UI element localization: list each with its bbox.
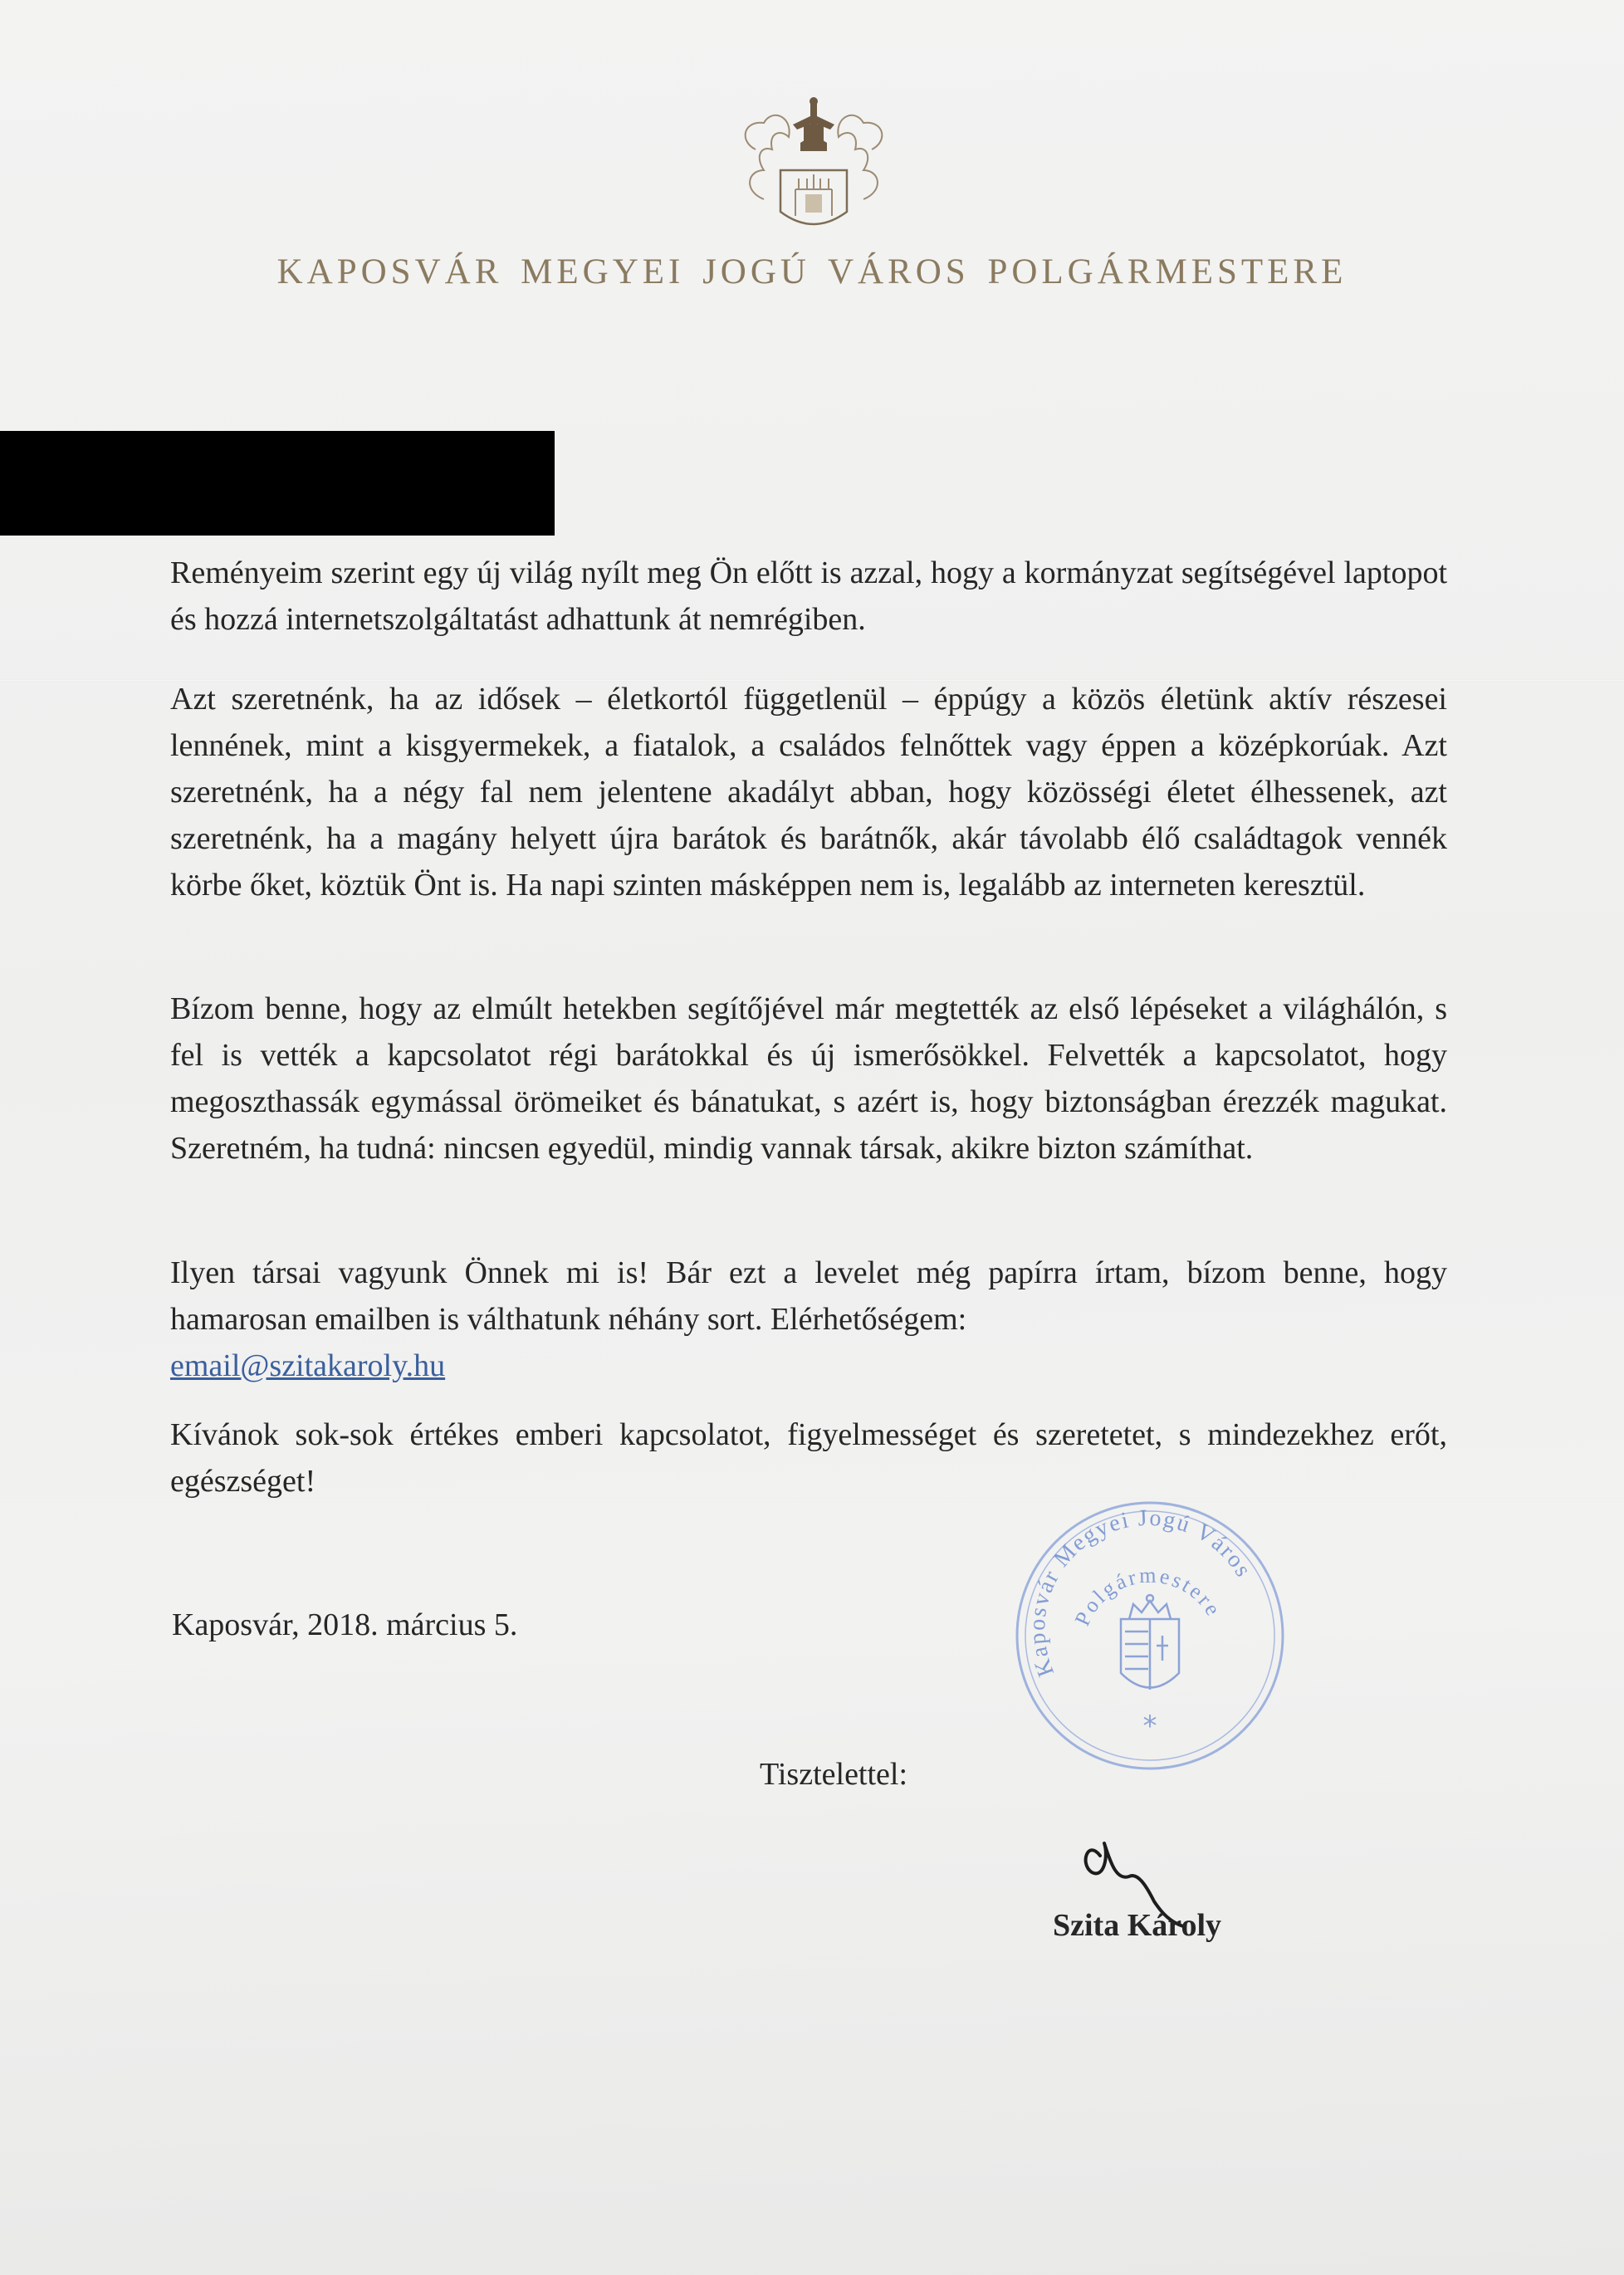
paragraph-1: Reményeim szerint egy új világ nyílt meg Ön előtt is azzal, hogy a kormányzat segítségével laptopot és hozzá internetszolgáltatást adhattunk át nemrégiben. xyxy=(170,555,1447,637)
paragraph-closing: Kívánok sok-sok értékes emberi kapcsolatot, figyelmességet és szeretetet, s mindezekhez erőt, egészséget! xyxy=(170,1417,1447,1499)
paragraph-contact xyxy=(170,1250,1447,1389)
paragraph-2: Azt szeretnénk, ha az idősek – életkortól függetlenül – éppúgy a közös életünk aktív részesei lennének, mint a kisgyermekek, a fiatalok, a családos felnőttek vagy éppen a középkorúak. Azt szeretnénk, ha a négy fal nem jelentene akadályt abban, hogy közösségi életet élhessenek, azt szeretnénk, ha a magány helyett újra barátok és barátnők, akár távolabb élő családtagok vennék körbe őket, köztük Önt is. Ha napi szinten másképpen nem is, legalább az interneten keresztül. xyxy=(170,682,1447,903)
city-coat-of-arms-icon xyxy=(731,91,897,237)
letterhead-title: KAPOSVÁR MEGYEI JOGÚ VÁROS POLGÁRMESTERE xyxy=(276,252,1348,291)
redacted-recipient xyxy=(0,431,555,536)
official-stamp xyxy=(1009,1495,1291,1777)
stamp-inner-text: Polgármestere xyxy=(1069,1563,1227,1630)
stamp-star-icon: * xyxy=(1142,1710,1157,1743)
letter-date: Kaposvár, 2018. március 5. xyxy=(172,1607,518,1642)
signatory-name: Szita Károly xyxy=(1053,1908,1222,1943)
paragraph-3: Bízom benne, hogy az elmúlt hetekben segítőjével már megtették az első lépéseket a világhálón, s fel is vették a kapcsolatot régi barátokkal és új ismerősökkel. Felvették a kapcsolatot, hogy megoszthassák egymással örömeiket és bánatukat, s azért is, hogy biztonságban érezzék magukat. Szeretném, ha tudná: nincsen egyedül, mindig vannak társak, akikre bizton számíthat. xyxy=(170,991,1447,1166)
contact-text: Ilyen társai vagyunk Önnek mi is! Bár ezt a levelet még papírra írtam, bízom benne, hogy hamarosan emailben is válthatunk néhány sort. Elérhetőségem: xyxy=(170,1255,1447,1337)
stamp-outer-text: Kaposvár Megyei Jogú Város xyxy=(1024,1504,1257,1681)
email-link[interactable]: email@szitakaroly.hu xyxy=(170,1348,446,1383)
hungarian-coat-of-arms-icon xyxy=(1121,1595,1179,1690)
closing-salutation: Tisztelettel: xyxy=(760,1757,908,1792)
